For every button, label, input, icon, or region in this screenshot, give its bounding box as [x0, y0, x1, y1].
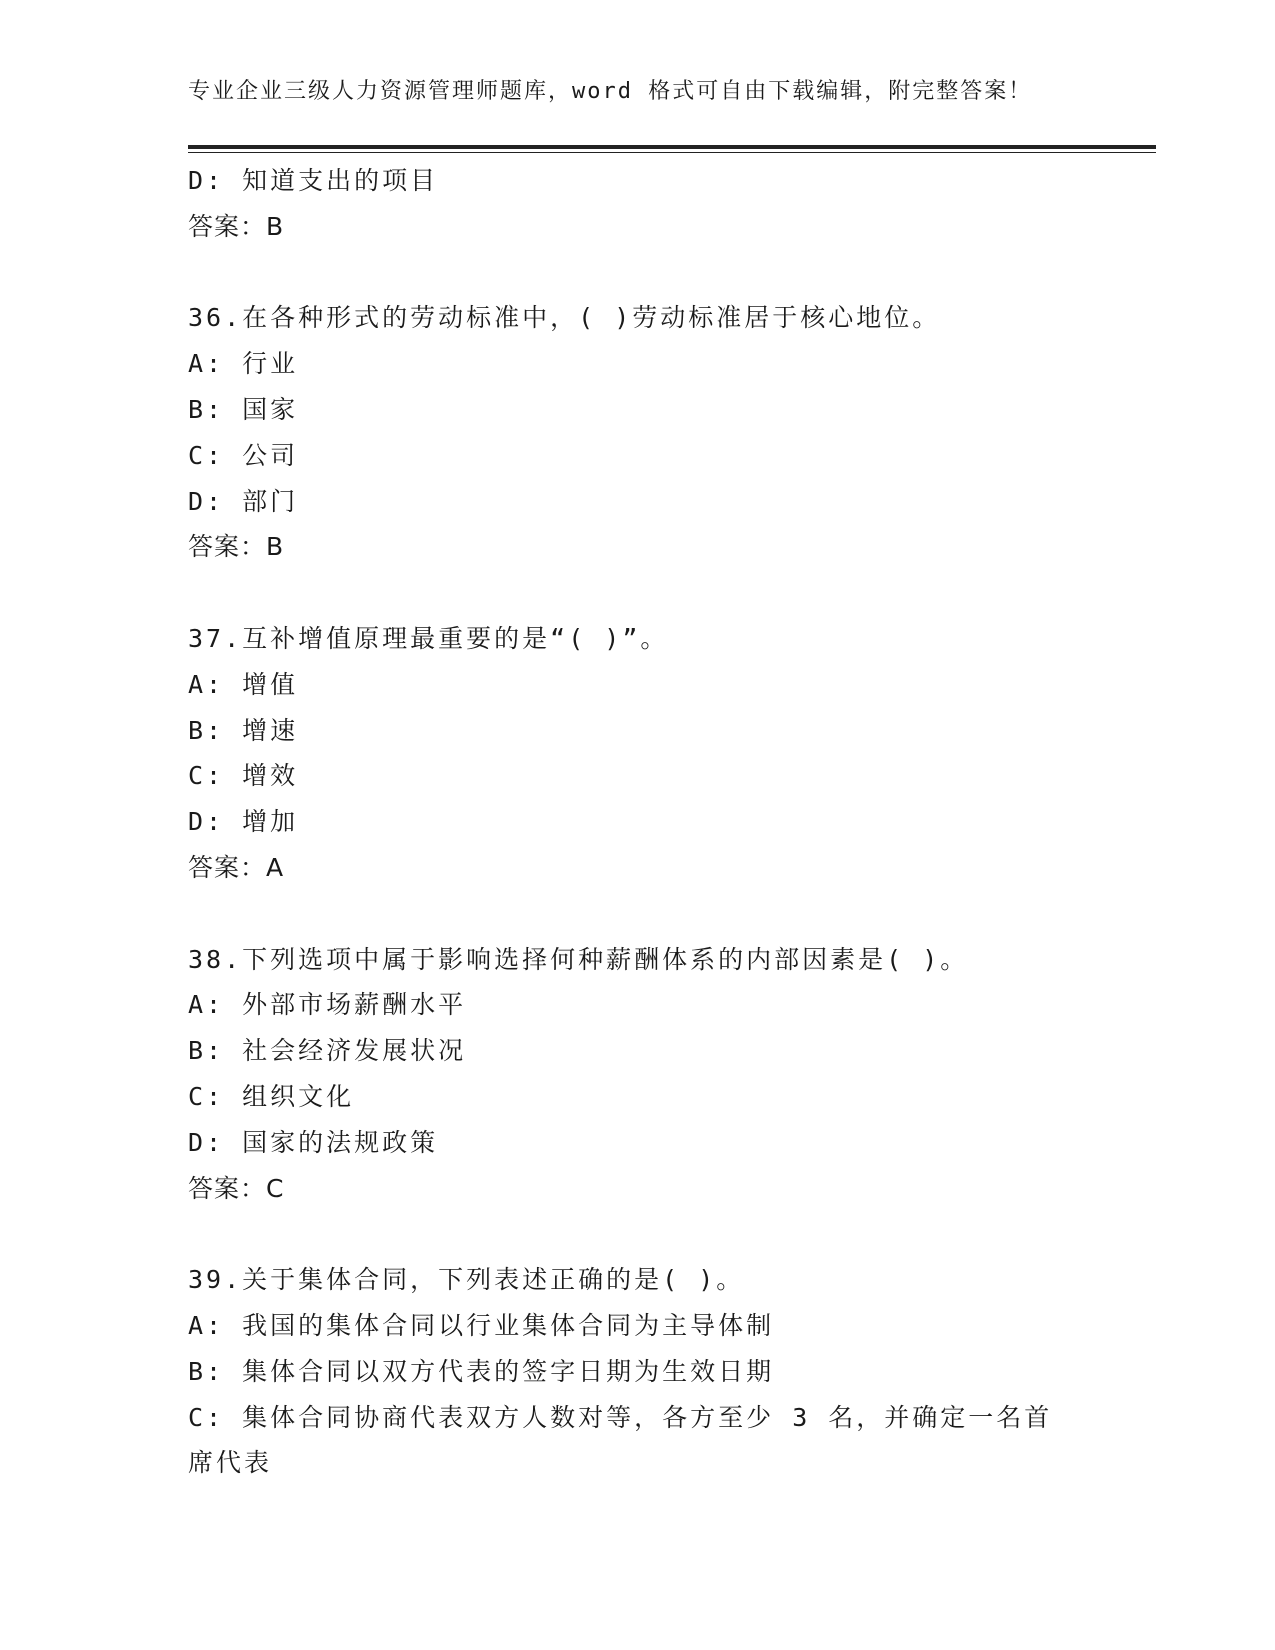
option-a: A: 增值 — [188, 669, 299, 699]
option-d: D: 部门 — [188, 486, 299, 516]
question-stem: 38.下列选项中属于影响选择何种薪酬体系的内部因素是( )。 — [188, 944, 969, 974]
option-a: A: 我国的集体合同以行业集体合同为主导体制 — [188, 1310, 775, 1340]
answer-line: 答案：B — [188, 211, 285, 241]
option-b: B: 社会经济发展状况 — [188, 1036, 467, 1066]
option-d: D: 知道支出的项目 — [188, 166, 439, 195]
option-c: C: 集体合同协商代表双方人数对等，各方至少 3 名，并确定一名首席代表 — [188, 1402, 1053, 1478]
answer-line: 答案：A — [188, 852, 285, 882]
option-c: C: 组织文化 — [188, 1081, 355, 1111]
option-b: B: 国家 — [188, 394, 299, 424]
question-stem: 36.在各种形式的劳动标准中，( )劳动标准居于核心地位。 — [188, 303, 941, 333]
answer-line: 答案：C — [188, 1173, 285, 1203]
option-d: D: 增加 — [188, 807, 299, 837]
page-header: 专业企业三级人力资源管理师题库，word 格式可自由下载编辑，附完整答案！ — [188, 79, 1033, 104]
question-37 — [188, 616, 1088, 891]
header-rule-thick — [188, 145, 1156, 149]
answer-line: 答案：B — [188, 532, 285, 562]
question-36 — [188, 295, 1088, 570]
option-d: D: 国家的法规政策 — [188, 1127, 439, 1157]
header-rule-thin — [188, 152, 1156, 153]
question-list — [188, 158, 1088, 1486]
option-a: A: 行业 — [188, 349, 299, 379]
question-39 — [188, 1257, 1088, 1486]
option-b: B: 增速 — [188, 715, 299, 745]
question-38 — [188, 937, 1088, 1212]
question-stem: 37.互补增值原理最重要的是“( )”。 — [188, 623, 669, 653]
option-c: C: 增效 — [188, 761, 299, 791]
option-a: A: 外部市场薪酬水平 — [188, 990, 467, 1020]
option-c: C: 公司 — [188, 440, 299, 470]
option-b: B: 集体合同以双方代表的签字日期为生效日期 — [188, 1356, 775, 1386]
question-stem: 39.关于集体合同，下列表述正确的是( )。 — [188, 1265, 745, 1295]
